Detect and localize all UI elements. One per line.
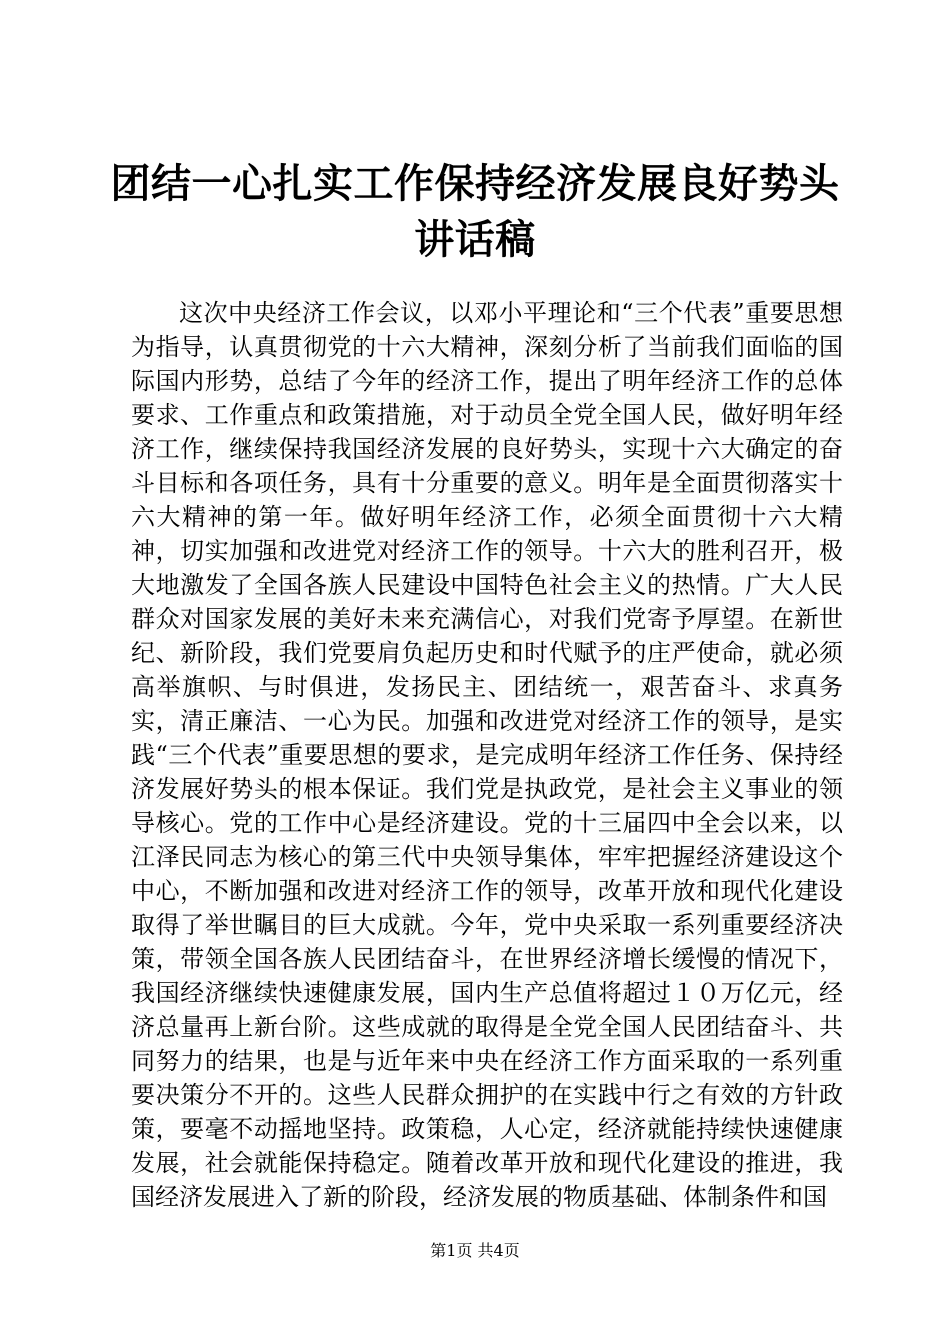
page-number: 第1页 共4页 bbox=[430, 1241, 520, 1260]
document-title: 团结一心扎实工作保持经济发展良好势头讲话稿 bbox=[110, 160, 840, 263]
document-body: 这次中央经济工作会议，以邓小平理论和“三个代表”重要思想为指导，认真贯彻党的十六大精神，深刻分析了当前我们面临的国际国内形势，总结了今年的经济工作，提出了明年经济工作的总体要求、工作重点和政策措施，对于动员全党全国人民，做好明年经济工作，继续保持我国经济发展的良好势头，实现十六大确定的奋斗目标和各项任务，具有十分重要的意义。明年是全面贯彻落实十六大精神的第一年。做好明年经济工作，必须全面贯彻十六大精神，切实加强和改进党对经济工作的领导。十六大的胜利召开，极大地激发了全国各族人民建设中国特色社会主义的热情。广大人民群众对国家发展的美好未来充满信心，对我们党寄予厚望。在新世纪、新阶段，我们党要肩负起历史和时代赋予的庄严使命，就必须高举旗帜、与时俱进，发扬民主、团结统一，艰苦奋斗、求真务实，清正廉洁、一心为民。加强和改进党对经济工作的领导，是实践“三个代表”重要思想的要求，是完成明年经济工作任务、保持经济发展好势头的根本保证。我们党是执政党，是社会主义事业的领导核心。党的工作中心是经济建设。党的十三届四中全会以来，以江泽民同志为核心的第三代中央领导集体，牢牢把握经济建设这个中心，不断加强和改进对经济工作的领导，改革开放和现代化建设取得了举世瞩目的巨大成就。今年，党中央采取一系列重要经济决策，带领全国各族人民团结奋斗，在世界经济增长缓慢的情况下，我国经济继续快速健康发展，国内生产总值将超过１０万亿元，经济总量再上新台阶。这些成就的取得是全党全国人民团结奋斗、共同努力的结果，也是与近年来中央在经济工作方面采取的一系列重要决策分不开的。这些人民群众拥护的在实践中行之有效的方针政策，要毫不动摇地坚持。政策稳，人心定，经济就能持续快速健康发展，社会就能保持稳定。随着改革开放和现代化建设的推进，我国经济发展进入了新的阶段，经济发展的物质基础、体制条件和国 bbox=[131, 299, 843, 1211]
